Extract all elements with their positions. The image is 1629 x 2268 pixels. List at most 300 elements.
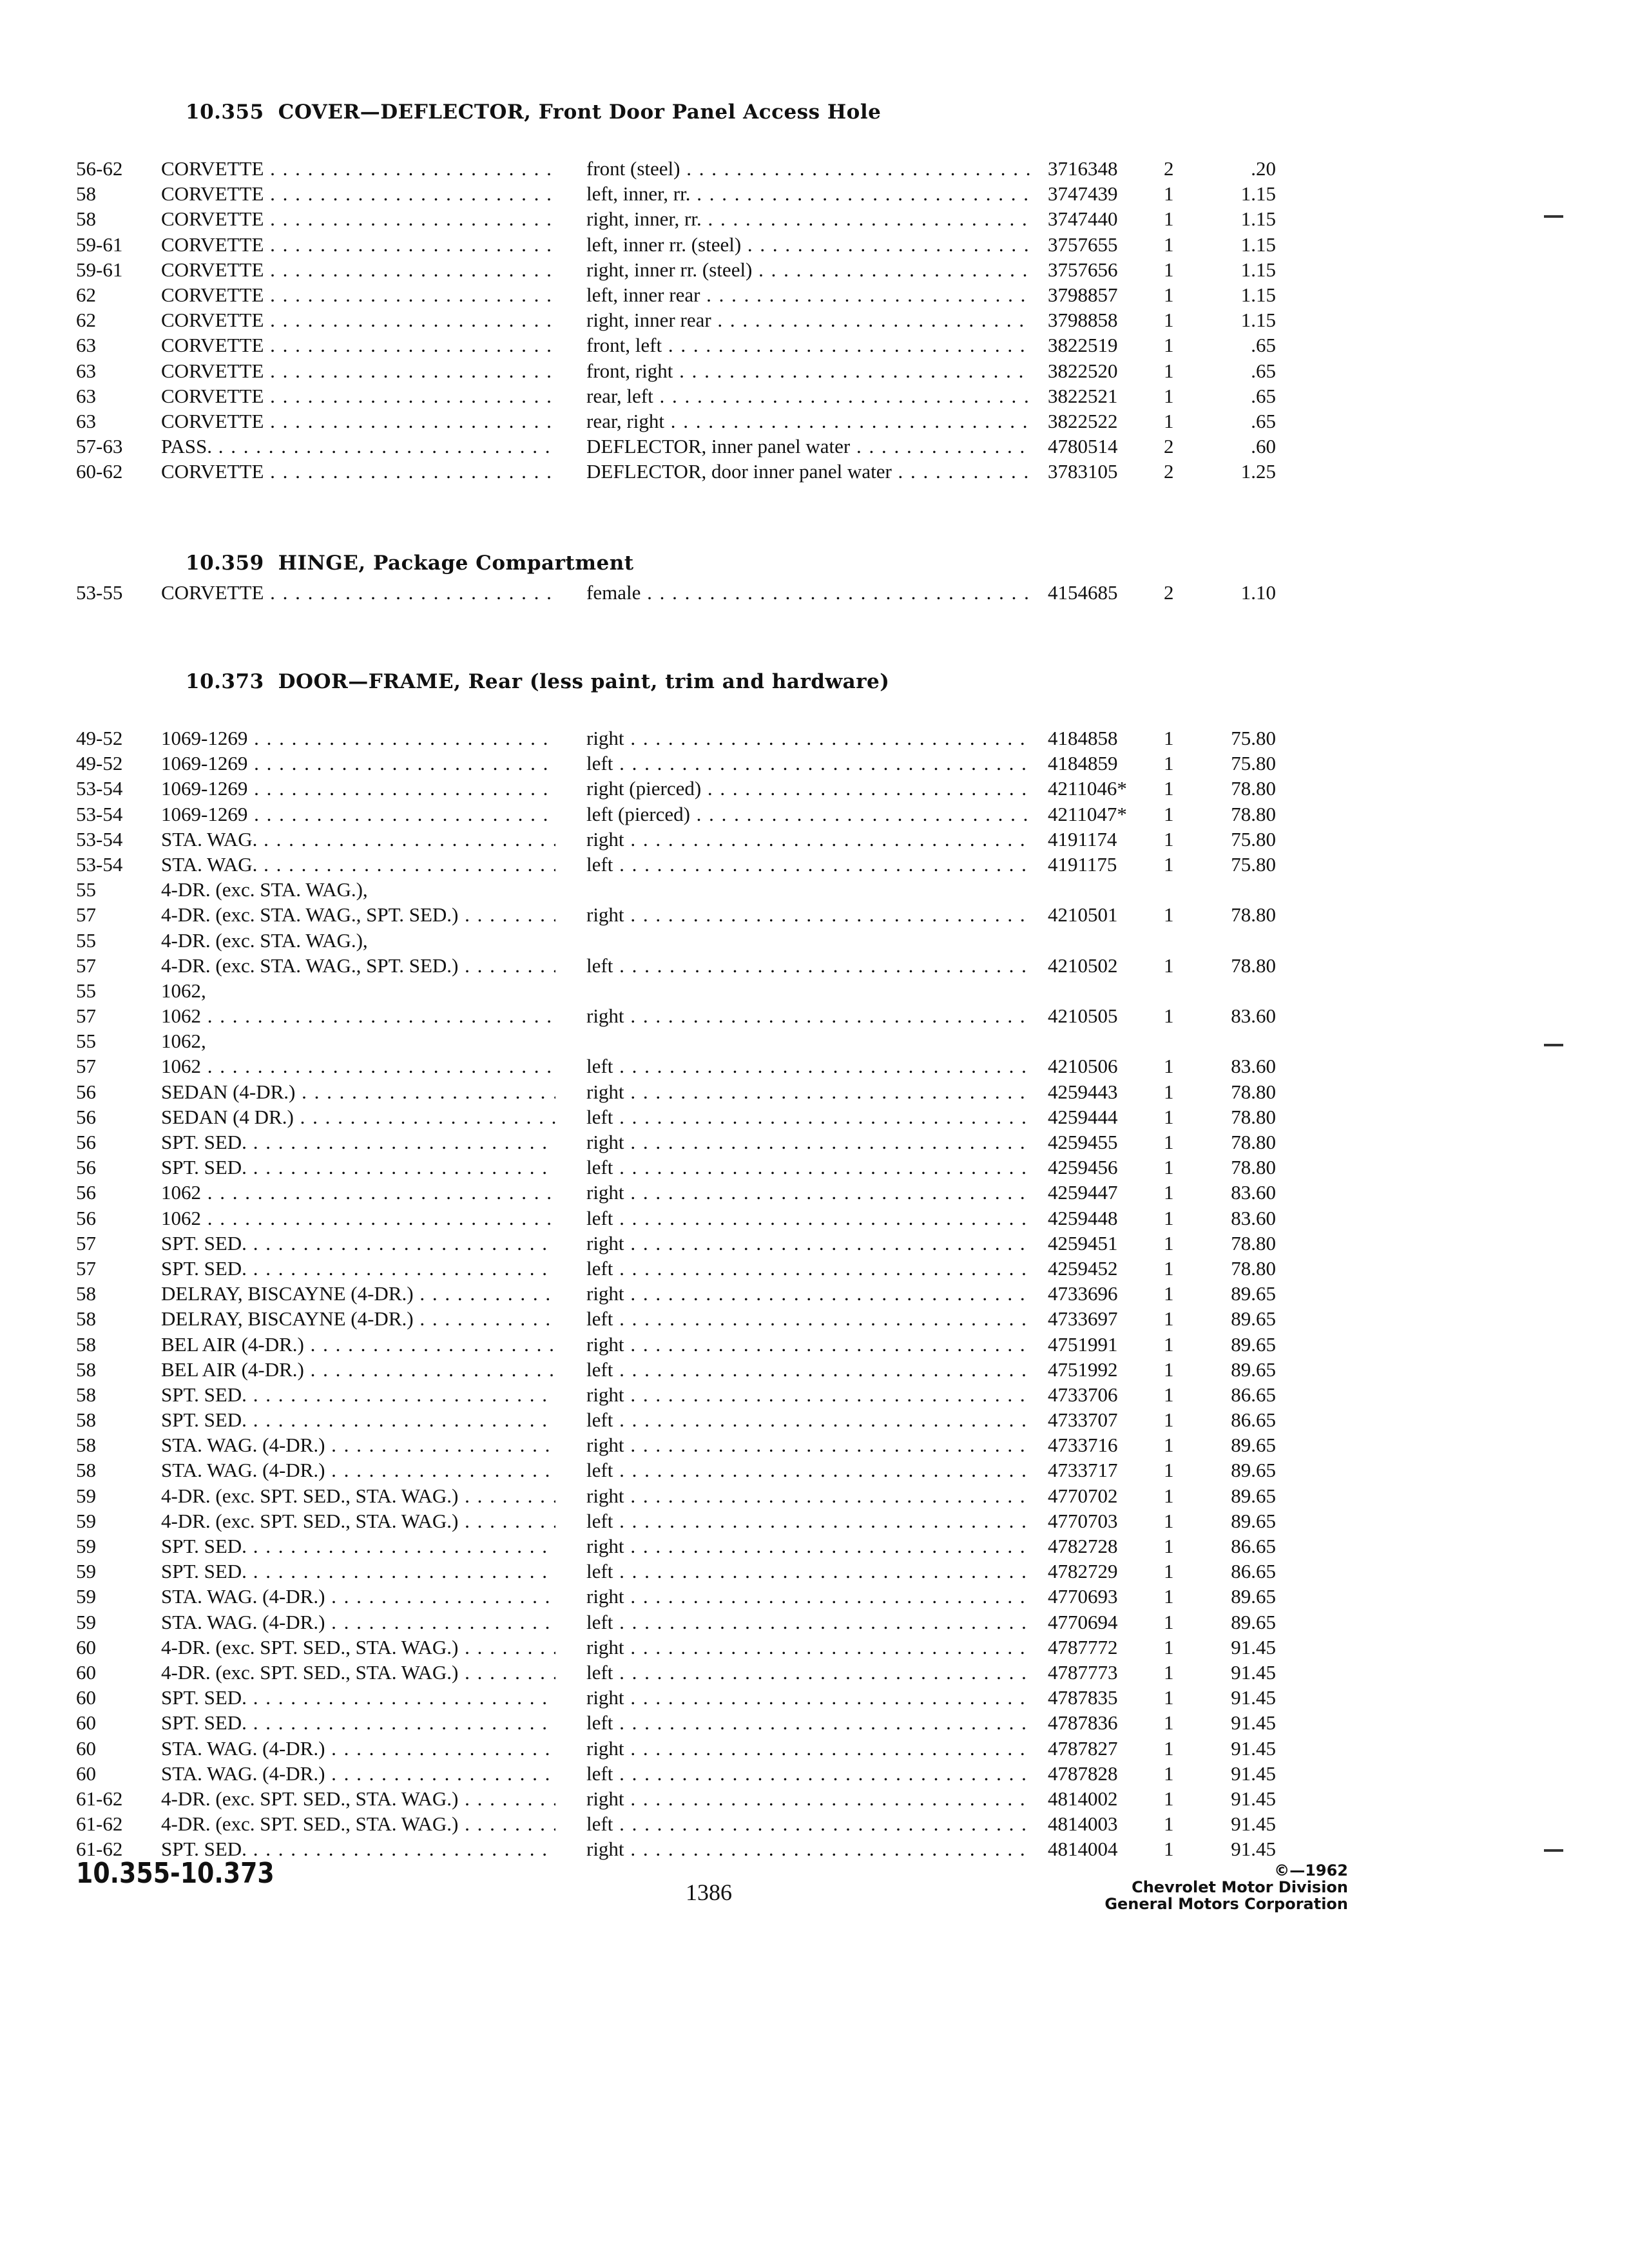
description-cell: left (pierced) . . . bbox=[586, 802, 1031, 827]
quantity-cell: 1 bbox=[1164, 1080, 1174, 1103]
section-heading bbox=[186, 101, 881, 124]
quantity-cell: 1 bbox=[1164, 182, 1174, 206]
part-number-cell: 4259447 bbox=[1048, 1181, 1118, 1204]
year-cell: 58 bbox=[76, 182, 96, 206]
model-cell: 4-DR. (exc. SPT. SED., STA. WAG.) . . . bbox=[161, 1635, 555, 1660]
description-cell: left . . . bbox=[586, 1761, 1031, 1786]
description-cell: left . . . bbox=[586, 1104, 1031, 1129]
year-cell: 63 bbox=[76, 334, 96, 357]
description-cell: right . . . bbox=[586, 1584, 1031, 1609]
part-number-cell: 3747439 bbox=[1048, 182, 1118, 206]
description-cell: right . . . bbox=[586, 1635, 1031, 1660]
price-cell: 1.15 bbox=[1240, 182, 1276, 206]
quantity-cell: 1 bbox=[1164, 1736, 1174, 1760]
part-number-cell: 4733717 bbox=[1048, 1459, 1118, 1482]
description-cell: left . . . bbox=[586, 751, 1031, 776]
year-cell: 58 bbox=[76, 1383, 96, 1406]
part-number-cell: 4782729 bbox=[1048, 1560, 1118, 1583]
price-cell: 89.65 bbox=[1231, 1282, 1276, 1305]
price-cell: 91.45 bbox=[1231, 1787, 1276, 1810]
model-cell: 1069-1269 . . . bbox=[161, 776, 555, 801]
description-cell: right, inner rr. (steel) . . . bbox=[586, 257, 1031, 282]
section-title: HINGE, Package Compartment bbox=[278, 552, 634, 575]
year-cell: 57 bbox=[76, 1055, 96, 1078]
margin-mark bbox=[1544, 1044, 1563, 1046]
year-cell: 59 bbox=[76, 1585, 96, 1608]
model-cell: DELRAY, BISCAYNE (4-DR.) . . . bbox=[161, 1281, 555, 1306]
description-cell: right . . . bbox=[586, 827, 1031, 852]
year-cell: 58 bbox=[76, 1358, 96, 1381]
part-number-cell: 4787828 bbox=[1048, 1762, 1118, 1785]
model-cell: STA. WAG. (4-DR.) . . . bbox=[161, 1584, 555, 1609]
section-number: 10.359 bbox=[186, 552, 264, 575]
part-number-cell: 3757656 bbox=[1048, 258, 1118, 281]
model-cell: SPT. SED. . . . bbox=[161, 1129, 555, 1155]
price-cell: 83.60 bbox=[1231, 1181, 1276, 1204]
description-cell: rear, right . . . bbox=[586, 408, 1031, 434]
year-cell: 61-62 bbox=[76, 1787, 123, 1810]
quantity-cell: 1 bbox=[1164, 827, 1174, 850]
model-cell: SEDAN (4 DR.) . . . bbox=[161, 1104, 555, 1129]
year-cell: 53-54 bbox=[76, 802, 123, 825]
quantity-cell: 1 bbox=[1164, 1711, 1174, 1735]
quantity-cell: 1 bbox=[1164, 1585, 1174, 1608]
description-cell: right . . . bbox=[586, 1786, 1031, 1811]
price-cell: 1.15 bbox=[1240, 309, 1276, 332]
part-number-cell: 4210506 bbox=[1048, 1055, 1118, 1078]
quantity-cell: 1 bbox=[1164, 1181, 1174, 1204]
year-cell: 56 bbox=[76, 1131, 96, 1153]
description-cell: left . . . bbox=[586, 1559, 1031, 1584]
model-cell: BEL AIR (4-DR.) . . . bbox=[161, 1357, 555, 1382]
year-cell: 56 bbox=[76, 1080, 96, 1103]
year-cell: 56-62 bbox=[76, 157, 123, 180]
part-number-cell: 4733696 bbox=[1048, 1282, 1118, 1305]
quantity-cell: 1 bbox=[1164, 309, 1174, 332]
part-number-cell: 4733706 bbox=[1048, 1383, 1118, 1406]
description-cell: right (pierced) . . . bbox=[586, 776, 1031, 801]
year-cell: 57 bbox=[76, 1231, 96, 1254]
quantity-cell: 1 bbox=[1164, 1004, 1174, 1028]
part-number-cell: 4733716 bbox=[1048, 1434, 1118, 1457]
model-cell: CORVETTE . . . bbox=[161, 156, 555, 181]
part-number-cell: 4787836 bbox=[1048, 1711, 1118, 1735]
description-cell: left . . . bbox=[586, 1508, 1031, 1533]
part-number-cell: 4210502 bbox=[1048, 954, 1118, 977]
part-number-cell: 4814004 bbox=[1048, 1838, 1118, 1861]
model-cell: 1062, bbox=[161, 979, 206, 1002]
part-number-cell: 4814002 bbox=[1048, 1787, 1118, 1810]
description-cell: rear, left . . . bbox=[586, 383, 1031, 408]
quantity-cell: 1 bbox=[1164, 1105, 1174, 1128]
model-cell: 4-DR. (exc. STA. WAG.), bbox=[161, 878, 368, 901]
year-cell: 58 bbox=[76, 1282, 96, 1305]
model-cell: STA. WAG. (4-DR.) . . . bbox=[161, 1610, 555, 1635]
price-cell: 78.80 bbox=[1231, 1105, 1276, 1128]
description-cell: front, right . . . bbox=[586, 358, 1031, 383]
year-cell: 61-62 bbox=[76, 1838, 123, 1861]
quantity-cell: 1 bbox=[1164, 384, 1174, 407]
quantity-cell: 1 bbox=[1164, 1231, 1174, 1254]
quantity-cell: 1 bbox=[1164, 1787, 1174, 1810]
description-cell: right . . . bbox=[586, 726, 1031, 751]
model-cell: SPT. SED. . . . bbox=[161, 1685, 555, 1710]
price-cell: 1.10 bbox=[1240, 581, 1276, 604]
part-number-cell: 4154685 bbox=[1048, 581, 1118, 604]
quantity-cell: 1 bbox=[1164, 1812, 1174, 1836]
year-cell: 57 bbox=[76, 1004, 96, 1028]
part-number-cell: 3757655 bbox=[1048, 233, 1118, 256]
price-cell: 91.45 bbox=[1231, 1812, 1276, 1836]
part-number-cell: 4787835 bbox=[1048, 1686, 1118, 1709]
year-cell: 49-52 bbox=[76, 727, 123, 749]
part-number-cell: 4782728 bbox=[1048, 1535, 1118, 1557]
year-cell: 59-61 bbox=[76, 233, 123, 256]
price-cell: 78.80 bbox=[1231, 954, 1276, 977]
price-cell: 83.60 bbox=[1231, 1004, 1276, 1028]
price-cell: 89.65 bbox=[1231, 1358, 1276, 1381]
price-cell: .65 bbox=[1251, 359, 1276, 382]
description-cell: right, inner rear . . . bbox=[586, 307, 1031, 332]
quantity-cell: 2 bbox=[1164, 460, 1174, 483]
quantity-cell: 1 bbox=[1164, 409, 1174, 432]
part-number-cell: 3822522 bbox=[1048, 409, 1118, 432]
description-cell: right . . . bbox=[586, 1129, 1031, 1155]
year-cell: 55 bbox=[76, 1030, 96, 1053]
description-cell: right . . . bbox=[586, 1281, 1031, 1306]
quantity-cell: 1 bbox=[1164, 233, 1174, 256]
quantity-cell: 1 bbox=[1164, 1686, 1174, 1709]
model-cell: SPT. SED. . . . bbox=[161, 1533, 555, 1559]
part-number-cell: 4787827 bbox=[1048, 1736, 1118, 1760]
model-cell: CORVETTE . . . bbox=[161, 206, 555, 231]
price-cell: 75.80 bbox=[1231, 827, 1276, 850]
year-cell: 58 bbox=[76, 207, 96, 231]
part-number-cell: 4259451 bbox=[1048, 1231, 1118, 1254]
year-cell: 49-52 bbox=[76, 752, 123, 775]
model-cell: CORVETTE . . . bbox=[161, 459, 555, 484]
quantity-cell: 1 bbox=[1164, 1055, 1174, 1078]
price-cell: 78.80 bbox=[1231, 1231, 1276, 1254]
quantity-cell: 1 bbox=[1164, 1635, 1174, 1658]
price-cell: 91.45 bbox=[1231, 1660, 1276, 1684]
corporation-name: General Motors Corporation bbox=[1104, 1895, 1348, 1913]
model-cell: CORVETTE . . . bbox=[161, 181, 555, 206]
description-cell: left . . . bbox=[586, 1610, 1031, 1635]
model-cell: STA. WAG. . . . bbox=[161, 827, 555, 852]
model-cell: 1062 . . . bbox=[161, 1053, 555, 1079]
model-cell: 4-DR. (exc. SPT. SED., STA. WAG.) . . . bbox=[161, 1786, 555, 1811]
quantity-cell: 1 bbox=[1164, 1535, 1174, 1557]
margin-mark bbox=[1544, 215, 1563, 218]
price-cell: 91.45 bbox=[1231, 1686, 1276, 1709]
year-cell: 58 bbox=[76, 1434, 96, 1457]
description-cell: left . . . bbox=[586, 1407, 1031, 1432]
year-cell: 56 bbox=[76, 1105, 96, 1128]
model-cell: 4-DR. (exc. STA. WAG., SPT. SED.) . . . bbox=[161, 953, 555, 978]
quantity-cell: 1 bbox=[1164, 1358, 1174, 1381]
part-number-cell: 4210505 bbox=[1048, 1004, 1118, 1028]
quantity-cell: 1 bbox=[1164, 258, 1174, 281]
quantity-cell: 2 bbox=[1164, 581, 1174, 604]
price-cell: 1.15 bbox=[1240, 283, 1276, 306]
part-number-cell: 4770702 bbox=[1048, 1484, 1118, 1507]
year-cell: 61-62 bbox=[76, 1812, 123, 1836]
year-cell: 58 bbox=[76, 1307, 96, 1331]
description-cell: left . . . bbox=[586, 1256, 1031, 1281]
description-cell: front, left . . . bbox=[586, 332, 1031, 358]
model-cell: STA. WAG. (4-DR.) . . . bbox=[161, 1432, 555, 1457]
price-cell: 91.45 bbox=[1231, 1635, 1276, 1658]
description-cell: right . . . bbox=[586, 902, 1031, 927]
model-cell: CORVETTE . . . bbox=[161, 332, 555, 358]
price-cell: 89.65 bbox=[1231, 1459, 1276, 1482]
description-cell: female . . . bbox=[586, 580, 1031, 605]
part-number-cell: 4211046* bbox=[1048, 777, 1127, 800]
model-cell: STA. WAG. . . . bbox=[161, 852, 555, 877]
part-number-cell: 3822519 bbox=[1048, 334, 1118, 357]
model-cell: 1069-1269 . . . bbox=[161, 751, 555, 776]
price-cell: 75.80 bbox=[1231, 852, 1276, 876]
year-cell: 55 bbox=[76, 979, 96, 1002]
model-cell: 1062 . . . bbox=[161, 1180, 555, 1205]
model-cell: CORVETTE . . . bbox=[161, 257, 555, 282]
price-cell: 78.80 bbox=[1231, 1080, 1276, 1103]
part-number-cell: 4259452 bbox=[1048, 1256, 1118, 1280]
copyright-notice: ©—1962 bbox=[1274, 1861, 1348, 1879]
year-cell: 57-63 bbox=[76, 435, 123, 458]
price-cell: 91.45 bbox=[1231, 1736, 1276, 1760]
price-cell: 78.80 bbox=[1231, 802, 1276, 825]
price-cell: 78.80 bbox=[1231, 1131, 1276, 1153]
part-number-cell: 4191175 bbox=[1048, 852, 1117, 876]
price-cell: .60 bbox=[1251, 435, 1276, 458]
model-cell: 4-DR. (exc. STA. WAG., SPT. SED.) . . . bbox=[161, 902, 555, 927]
year-cell: 60 bbox=[76, 1660, 96, 1684]
quantity-cell: 1 bbox=[1164, 1509, 1174, 1532]
quantity-cell: 1 bbox=[1164, 1408, 1174, 1432]
quantity-cell: 1 bbox=[1164, 334, 1174, 357]
year-cell: 63 bbox=[76, 409, 96, 432]
description-cell: left . . . bbox=[586, 1306, 1031, 1331]
quantity-cell: 2 bbox=[1164, 157, 1174, 180]
part-number-cell: 4184858 bbox=[1048, 727, 1118, 749]
part-number-cell: 4259455 bbox=[1048, 1131, 1118, 1153]
model-cell: 4-DR. (exc. SPT. SED., STA. WAG.) . . . bbox=[161, 1660, 555, 1685]
part-number-cell: 4733697 bbox=[1048, 1307, 1118, 1331]
model-cell: SPT. SED. . . . bbox=[161, 1710, 555, 1735]
description-cell: right . . . bbox=[586, 1533, 1031, 1559]
model-cell: 1062 . . . bbox=[161, 1206, 555, 1231]
year-cell: 53-54 bbox=[76, 827, 123, 850]
model-cell: BEL AIR (4-DR.) . . . bbox=[161, 1332, 555, 1357]
quantity-cell: 1 bbox=[1164, 1156, 1174, 1179]
model-cell: CORVETTE . . . bbox=[161, 232, 555, 257]
model-cell: CORVETTE . . . bbox=[161, 307, 555, 332]
quantity-cell: 1 bbox=[1164, 777, 1174, 800]
description-cell: left . . . bbox=[586, 1660, 1031, 1685]
model-cell: CORVETTE . . . bbox=[161, 580, 555, 605]
part-number-cell: 4770703 bbox=[1048, 1509, 1118, 1532]
publisher-block bbox=[1104, 1862, 1348, 1912]
margin-mark bbox=[1544, 1849, 1563, 1852]
description-cell: right, inner, rr. . . . bbox=[586, 206, 1031, 231]
model-cell: SPT. SED. . . . bbox=[161, 1155, 555, 1180]
year-cell: 59 bbox=[76, 1560, 96, 1583]
description-cell: left, inner rr. (steel) . . . bbox=[586, 232, 1031, 257]
price-cell: 89.65 bbox=[1231, 1332, 1276, 1356]
part-number-cell: 4191174 bbox=[1048, 827, 1117, 850]
price-cell: 78.80 bbox=[1231, 1156, 1276, 1179]
part-number-cell: 4814003 bbox=[1048, 1812, 1118, 1836]
quantity-cell: 1 bbox=[1164, 359, 1174, 382]
section-number: 10.373 bbox=[186, 670, 264, 693]
model-cell: SPT. SED. . . . bbox=[161, 1836, 555, 1861]
model-cell: 1062 . . . bbox=[161, 1003, 555, 1028]
year-cell: 59 bbox=[76, 1610, 96, 1633]
year-cell: 60 bbox=[76, 1686, 96, 1709]
model-cell: 4-DR. (exc. STA. WAG.), bbox=[161, 928, 368, 952]
quantity-cell: 1 bbox=[1164, 1610, 1174, 1633]
price-cell: 86.65 bbox=[1231, 1560, 1276, 1583]
part-number-cell: 3798857 bbox=[1048, 283, 1118, 306]
year-cell: 60-62 bbox=[76, 460, 123, 483]
year-cell: 57 bbox=[76, 954, 96, 977]
quantity-cell: 1 bbox=[1164, 1660, 1174, 1684]
year-cell: 56 bbox=[76, 1206, 96, 1229]
quantity-cell: 1 bbox=[1164, 1838, 1174, 1861]
price-cell: 1.15 bbox=[1240, 207, 1276, 231]
price-cell: .65 bbox=[1251, 334, 1276, 357]
description-cell: DEFLECTOR, door inner panel water . . . bbox=[586, 459, 1031, 484]
description-cell: left, inner rear . . . bbox=[586, 282, 1031, 307]
price-cell: .65 bbox=[1251, 384, 1276, 407]
model-cell: CORVETTE . . . bbox=[161, 408, 555, 434]
quantity-cell: 1 bbox=[1164, 752, 1174, 775]
price-cell: 75.80 bbox=[1231, 752, 1276, 775]
description-cell: right . . . bbox=[586, 1432, 1031, 1457]
quantity-cell: 1 bbox=[1164, 1762, 1174, 1785]
description-cell: right . . . bbox=[586, 1231, 1031, 1256]
quantity-cell: 1 bbox=[1164, 954, 1174, 977]
description-cell: left . . . bbox=[586, 1710, 1031, 1735]
quantity-cell: 1 bbox=[1164, 1434, 1174, 1457]
model-cell: 1069-1269 . . . bbox=[161, 802, 555, 827]
description-cell: right . . . bbox=[586, 1382, 1031, 1407]
description-cell: right . . . bbox=[586, 1836, 1031, 1861]
year-cell: 59 bbox=[76, 1509, 96, 1532]
quantity-cell: 1 bbox=[1164, 1383, 1174, 1406]
model-cell: PASS. . . . bbox=[161, 434, 555, 459]
model-cell: 1069-1269 . . . bbox=[161, 726, 555, 751]
year-cell: 63 bbox=[76, 384, 96, 407]
description-cell: DEFLECTOR, inner panel water . . . bbox=[586, 434, 1031, 459]
section-title: DOOR—FRAME, Rear (less paint, trim and hardware) bbox=[278, 670, 890, 693]
year-cell: 63 bbox=[76, 359, 96, 382]
part-number-cell: 3798858 bbox=[1048, 309, 1118, 332]
price-cell: 89.65 bbox=[1231, 1585, 1276, 1608]
part-number-cell: 4733707 bbox=[1048, 1408, 1118, 1432]
description-cell: left . . . bbox=[586, 1155, 1031, 1180]
quantity-cell: 1 bbox=[1164, 802, 1174, 825]
model-cell: STA. WAG. (4-DR.) . . . bbox=[161, 1761, 555, 1786]
quantity-cell: 1 bbox=[1164, 852, 1174, 876]
model-cell: SPT. SED. . . . bbox=[161, 1231, 555, 1256]
model-cell: DELRAY, BISCAYNE (4-DR.) . . . bbox=[161, 1306, 555, 1331]
year-cell: 60 bbox=[76, 1736, 96, 1760]
quantity-cell: 1 bbox=[1164, 1256, 1174, 1280]
quantity-cell: 1 bbox=[1164, 1459, 1174, 1482]
part-number-cell: 4259448 bbox=[1048, 1206, 1118, 1229]
year-cell: 62 bbox=[76, 283, 96, 306]
section-title: COVER—DEFLECTOR, Front Door Panel Access Hole bbox=[278, 101, 882, 124]
price-cell: 91.45 bbox=[1231, 1762, 1276, 1785]
price-cell: 83.60 bbox=[1231, 1206, 1276, 1229]
year-cell: 58 bbox=[76, 1408, 96, 1432]
part-number-cell: 3822521 bbox=[1048, 384, 1118, 407]
year-cell: 53-54 bbox=[76, 777, 123, 800]
year-cell: 57 bbox=[76, 903, 96, 927]
model-cell: STA. WAG. (4-DR.) . . . bbox=[161, 1457, 555, 1483]
description-cell: right . . . bbox=[586, 1685, 1031, 1710]
description-cell: right . . . bbox=[586, 1180, 1031, 1205]
year-cell: 59 bbox=[76, 1484, 96, 1507]
description-cell: left . . . bbox=[586, 1357, 1031, 1382]
part-number-cell: 4211047* bbox=[1048, 802, 1127, 825]
description-cell: left . . . bbox=[586, 852, 1031, 877]
quantity-cell: 1 bbox=[1164, 1131, 1174, 1153]
quantity-cell: 1 bbox=[1164, 207, 1174, 231]
price-cell: 78.80 bbox=[1231, 777, 1276, 800]
model-cell: SPT. SED. . . . bbox=[161, 1256, 555, 1281]
description-cell: right . . . bbox=[586, 1079, 1031, 1104]
price-cell: 75.80 bbox=[1231, 727, 1276, 749]
price-cell: 91.45 bbox=[1231, 1838, 1276, 1861]
quantity-cell: 1 bbox=[1164, 1206, 1174, 1229]
price-cell: 78.80 bbox=[1231, 1256, 1276, 1280]
part-number-cell: 4751992 bbox=[1048, 1358, 1118, 1381]
year-cell: 53-54 bbox=[76, 852, 123, 876]
description-cell: left . . . bbox=[586, 1053, 1031, 1079]
part-number-cell: 3822520 bbox=[1048, 359, 1118, 382]
description-cell: right . . . bbox=[586, 1332, 1031, 1357]
model-cell: CORVETTE . . . bbox=[161, 282, 555, 307]
price-cell: 1.15 bbox=[1240, 233, 1276, 256]
quantity-cell: 2 bbox=[1164, 435, 1174, 458]
description-cell: left, inner, rr. . . . bbox=[586, 181, 1031, 206]
part-number-cell: 4751991 bbox=[1048, 1332, 1118, 1356]
price-cell: 89.65 bbox=[1231, 1509, 1276, 1532]
quantity-cell: 1 bbox=[1164, 727, 1174, 749]
part-number-cell: 3716348 bbox=[1048, 157, 1118, 180]
division-name: Chevrolet Motor Division bbox=[1132, 1878, 1348, 1896]
year-cell: 53-55 bbox=[76, 581, 123, 604]
quantity-cell: 1 bbox=[1164, 1484, 1174, 1507]
model-cell: SPT. SED. . . . bbox=[161, 1382, 555, 1407]
year-cell: 58 bbox=[76, 1459, 96, 1482]
year-cell: 58 bbox=[76, 1332, 96, 1356]
part-number-cell: 3783105 bbox=[1048, 460, 1118, 483]
price-cell: 89.65 bbox=[1231, 1434, 1276, 1457]
part-number-cell: 4184859 bbox=[1048, 752, 1118, 775]
part-number-cell: 3747440 bbox=[1048, 207, 1118, 231]
quantity-cell: 1 bbox=[1164, 283, 1174, 306]
model-cell: SPT. SED. . . . bbox=[161, 1559, 555, 1584]
price-cell: 89.65 bbox=[1231, 1610, 1276, 1633]
model-cell: 4-DR. (exc. SPT. SED., STA. WAG.) . . . bbox=[161, 1508, 555, 1533]
price-cell: 89.65 bbox=[1231, 1307, 1276, 1331]
quantity-cell: 1 bbox=[1164, 1282, 1174, 1305]
